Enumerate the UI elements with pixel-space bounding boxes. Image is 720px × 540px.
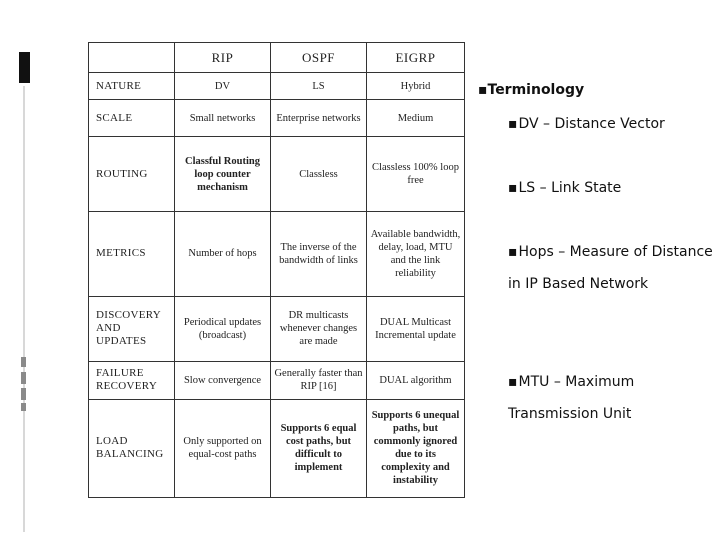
row-label: LOAD BALANCING [89, 399, 175, 497]
accent-mark [21, 357, 26, 367]
table-row-discovery [89, 296, 465, 361]
note-item-text: MTU – Maximum Transmission Unit [508, 374, 635, 422]
cell-ospf: Enterprise networks [271, 100, 367, 137]
row-label: SCALE [89, 100, 175, 137]
table-row-scale [89, 100, 465, 137]
protocol-comparison-table [88, 42, 465, 498]
table-row-routing [89, 137, 465, 212]
header-rip: RIP [175, 43, 271, 73]
bullet-icon: ▪ [508, 116, 518, 132]
cell-ospf: The inverse of the bandwidth of links [271, 212, 367, 296]
bullet-icon: ▪ [508, 374, 518, 390]
header-blank [89, 43, 175, 73]
cell-ospf: Classless [271, 137, 367, 212]
cell-eigrp: DUAL algorithm [367, 361, 465, 399]
bullet-icon: ▪ [478, 82, 488, 98]
bullet-icon: ▪ [508, 244, 518, 260]
table-row-load-balancing [89, 399, 465, 497]
note-item-text: DV – Distance Vector [518, 116, 665, 132]
cell-ospf: Supports 6 equal cost paths, but difficult to implement [271, 399, 367, 497]
cell-rip: Only supported on equal-cost paths [175, 399, 271, 497]
cell-eigrp: DUAL Multicast Incremental update [367, 296, 465, 361]
cell-ospf: Generally faster than RIP [16] [271, 361, 367, 399]
cell-rip: Periodical updates (broadcast) [175, 296, 271, 361]
note-item-text: LS – Link State [518, 180, 622, 196]
header-ospf: OSPF [271, 43, 367, 73]
terminology-title-text: Terminology [487, 82, 585, 98]
cell-ospf: DR multicasts whenever changes are made [271, 296, 367, 361]
cell-eigrp: Classless 100% loop free [367, 137, 465, 212]
accent-mark [21, 403, 26, 411]
note-item [508, 172, 714, 204]
row-label: ROUTING [89, 137, 175, 212]
header-eigrp: EIGRP [367, 43, 465, 73]
cell-rip: Number of hops [175, 212, 271, 296]
accent-line [23, 86, 25, 532]
row-label: FAILURE RECOVERY [89, 361, 175, 399]
bullet-icon: ▪ [508, 180, 518, 196]
accent-mark [21, 388, 26, 400]
cell-ospf: LS [271, 73, 367, 100]
row-label: NATURE [89, 73, 175, 100]
table-header-row [89, 43, 465, 73]
note-item [508, 366, 714, 430]
terminology-title [478, 82, 584, 98]
cell-rip: Small networks [175, 100, 271, 137]
table-row-failure-recovery [89, 361, 465, 399]
cell-eigrp: Hybrid [367, 73, 465, 100]
cell-eigrp: Medium [367, 100, 465, 137]
accent-mark [21, 372, 26, 384]
note-item-text: Hops – Measure of Distance in IP Based Network [508, 244, 713, 292]
note-item [508, 108, 714, 140]
cell-rip: Slow convergence [175, 361, 271, 399]
cell-eigrp: Supports 6 unequal paths, but commonly ignored due to its complexity and instability [367, 399, 465, 497]
table-row-metrics [89, 212, 465, 296]
row-label: DISCOVERY AND UPDATES [89, 296, 175, 361]
note-item [508, 236, 714, 300]
table-row-nature [89, 73, 465, 100]
accent-bar [19, 52, 30, 83]
cell-eigrp: Available bandwidth, delay, load, MTU and the link reliability [367, 212, 465, 296]
row-label: METRICS [89, 212, 175, 296]
cell-rip: DV [175, 73, 271, 100]
cell-rip: Classful Routing loop counter mechanism [175, 137, 271, 212]
